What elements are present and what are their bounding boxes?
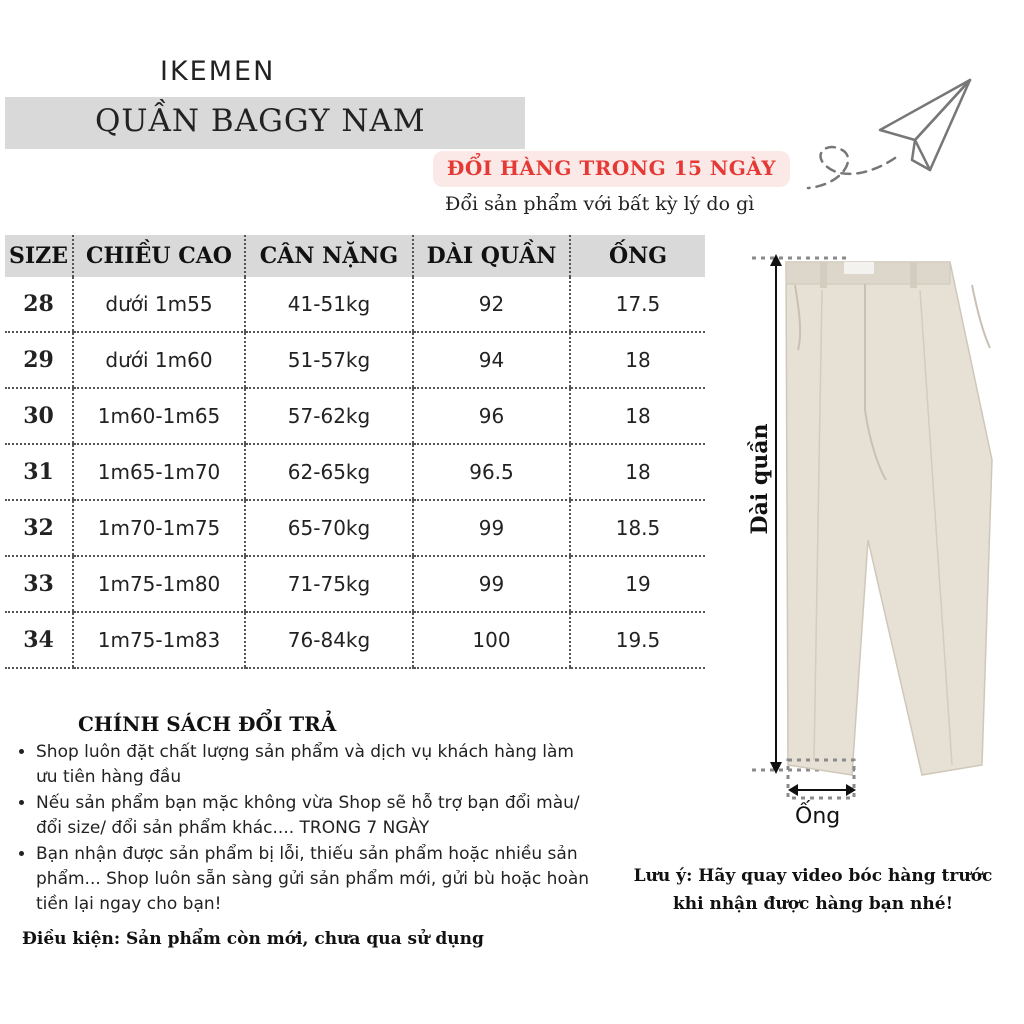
size-table — [5, 235, 705, 669]
length-label: Dài quần — [747, 423, 773, 535]
table-row — [5, 277, 705, 332]
column-header-weight: CÂN NẶNG — [245, 235, 413, 277]
unboxing-note: Lưu ý: Hãy quay video bóc hàng trước khi nhận được hàng bạn nhé! — [633, 866, 993, 914]
weight-cell: 62-65kg — [245, 444, 413, 500]
column-header-height: CHIỀU CAO — [73, 235, 245, 277]
policy-list — [18, 740, 596, 918]
table-row — [5, 444, 705, 500]
leg-width-cell: 19 — [570, 556, 705, 612]
height-cell: 1m60-1m65 — [73, 388, 245, 444]
leg-width-cell: 17.5 — [570, 277, 705, 332]
leg-width-cell: 19.5 — [570, 612, 705, 668]
size-table-header — [5, 235, 705, 277]
list-item: • Bạn nhận được sản phẩm bị lỗi, thiếu sản phẩm hoặc nhiều sản phẩm... Shop luôn sẵn sàng gửi sản phẩm mới, gửi bù hoặc hoàn tiền lại ngay cho bạn! — [36, 842, 596, 917]
table-row — [5, 500, 705, 556]
policy-title: CHÍNH SÁCH ĐỔI TRẢ — [78, 712, 337, 736]
length-cell: 99 — [413, 556, 570, 612]
policy-condition: Điều kiện: Sản phẩm còn mới, chưa qua sử dụng — [22, 929, 484, 949]
length-cell: 96 — [413, 388, 570, 444]
length-cell: 96.5 — [413, 444, 570, 500]
length-cell: 99 — [413, 500, 570, 556]
weight-cell: 57-62kg — [245, 388, 413, 444]
size-cell: 34 — [5, 612, 73, 668]
height-cell: 1m75-1m83 — [73, 612, 245, 668]
table-row — [5, 332, 705, 388]
height-cell: dưới 1m55 — [73, 277, 245, 332]
column-header-size: SIZE — [5, 235, 73, 277]
pants-illustration — [740, 240, 1024, 840]
page-title: QUẦN BAGGY NAM — [95, 103, 426, 139]
weight-cell: 71-75kg — [245, 556, 413, 612]
table-row — [5, 388, 705, 444]
exchange-subtext: Đổi sản phẩm với bất kỳ lý do gì — [445, 193, 755, 215]
size-cell: 32 — [5, 500, 73, 556]
size-cell: 28 — [5, 277, 73, 332]
length-cell: 100 — [413, 612, 570, 668]
leg-width-arrow — [788, 784, 856, 796]
table-row — [5, 612, 705, 668]
table-row — [5, 556, 705, 612]
size-cell: 31 — [5, 444, 73, 500]
height-cell: dưới 1m60 — [73, 332, 245, 388]
leg-width-cell: 18 — [570, 388, 705, 444]
weight-cell: 65-70kg — [245, 500, 413, 556]
pants-shape — [786, 262, 992, 775]
leg-width-label: Ống — [795, 804, 841, 829]
size-cell: 33 — [5, 556, 73, 612]
size-cell: 30 — [5, 388, 73, 444]
weight-cell: 76-84kg — [245, 612, 413, 668]
list-item: • Shop luôn đặt chất lượng sản phẩm và dịch vụ khách hàng làm ưu tiên hàng đầu — [36, 740, 596, 790]
brand-name: IKEMEN — [160, 56, 276, 87]
weight-cell: 41-51kg — [245, 277, 413, 332]
weight-cell: 51-57kg — [245, 332, 413, 388]
height-cell: 1m75-1m80 — [73, 556, 245, 612]
leg-width-cell: 18 — [570, 332, 705, 388]
size-cell: 29 — [5, 332, 73, 388]
exchange-banner-text: ĐỔI HÀNG TRONG 15 NGÀY — [446, 156, 777, 180]
length-cell: 94 — [413, 332, 570, 388]
leg-width-cell: 18 — [570, 444, 705, 500]
column-header-leg-width: ỐNG — [570, 235, 705, 277]
leg-width-cell: 18.5 — [570, 500, 705, 556]
height-cell: 1m70-1m75 — [73, 500, 245, 556]
list-item: • Nếu sản phẩm bạn mặc không vừa Shop sẽ hỗ trợ bạn đổi màu/ đổi size/ đổi sản phẩm khác.... TRONG 7 NGÀY — [36, 791, 596, 841]
paper-plane-icon — [800, 60, 1000, 200]
height-cell: 1m65-1m70 — [73, 444, 245, 500]
column-header-length: DÀI QUẦN — [413, 235, 570, 277]
length-cell: 92 — [413, 277, 570, 332]
